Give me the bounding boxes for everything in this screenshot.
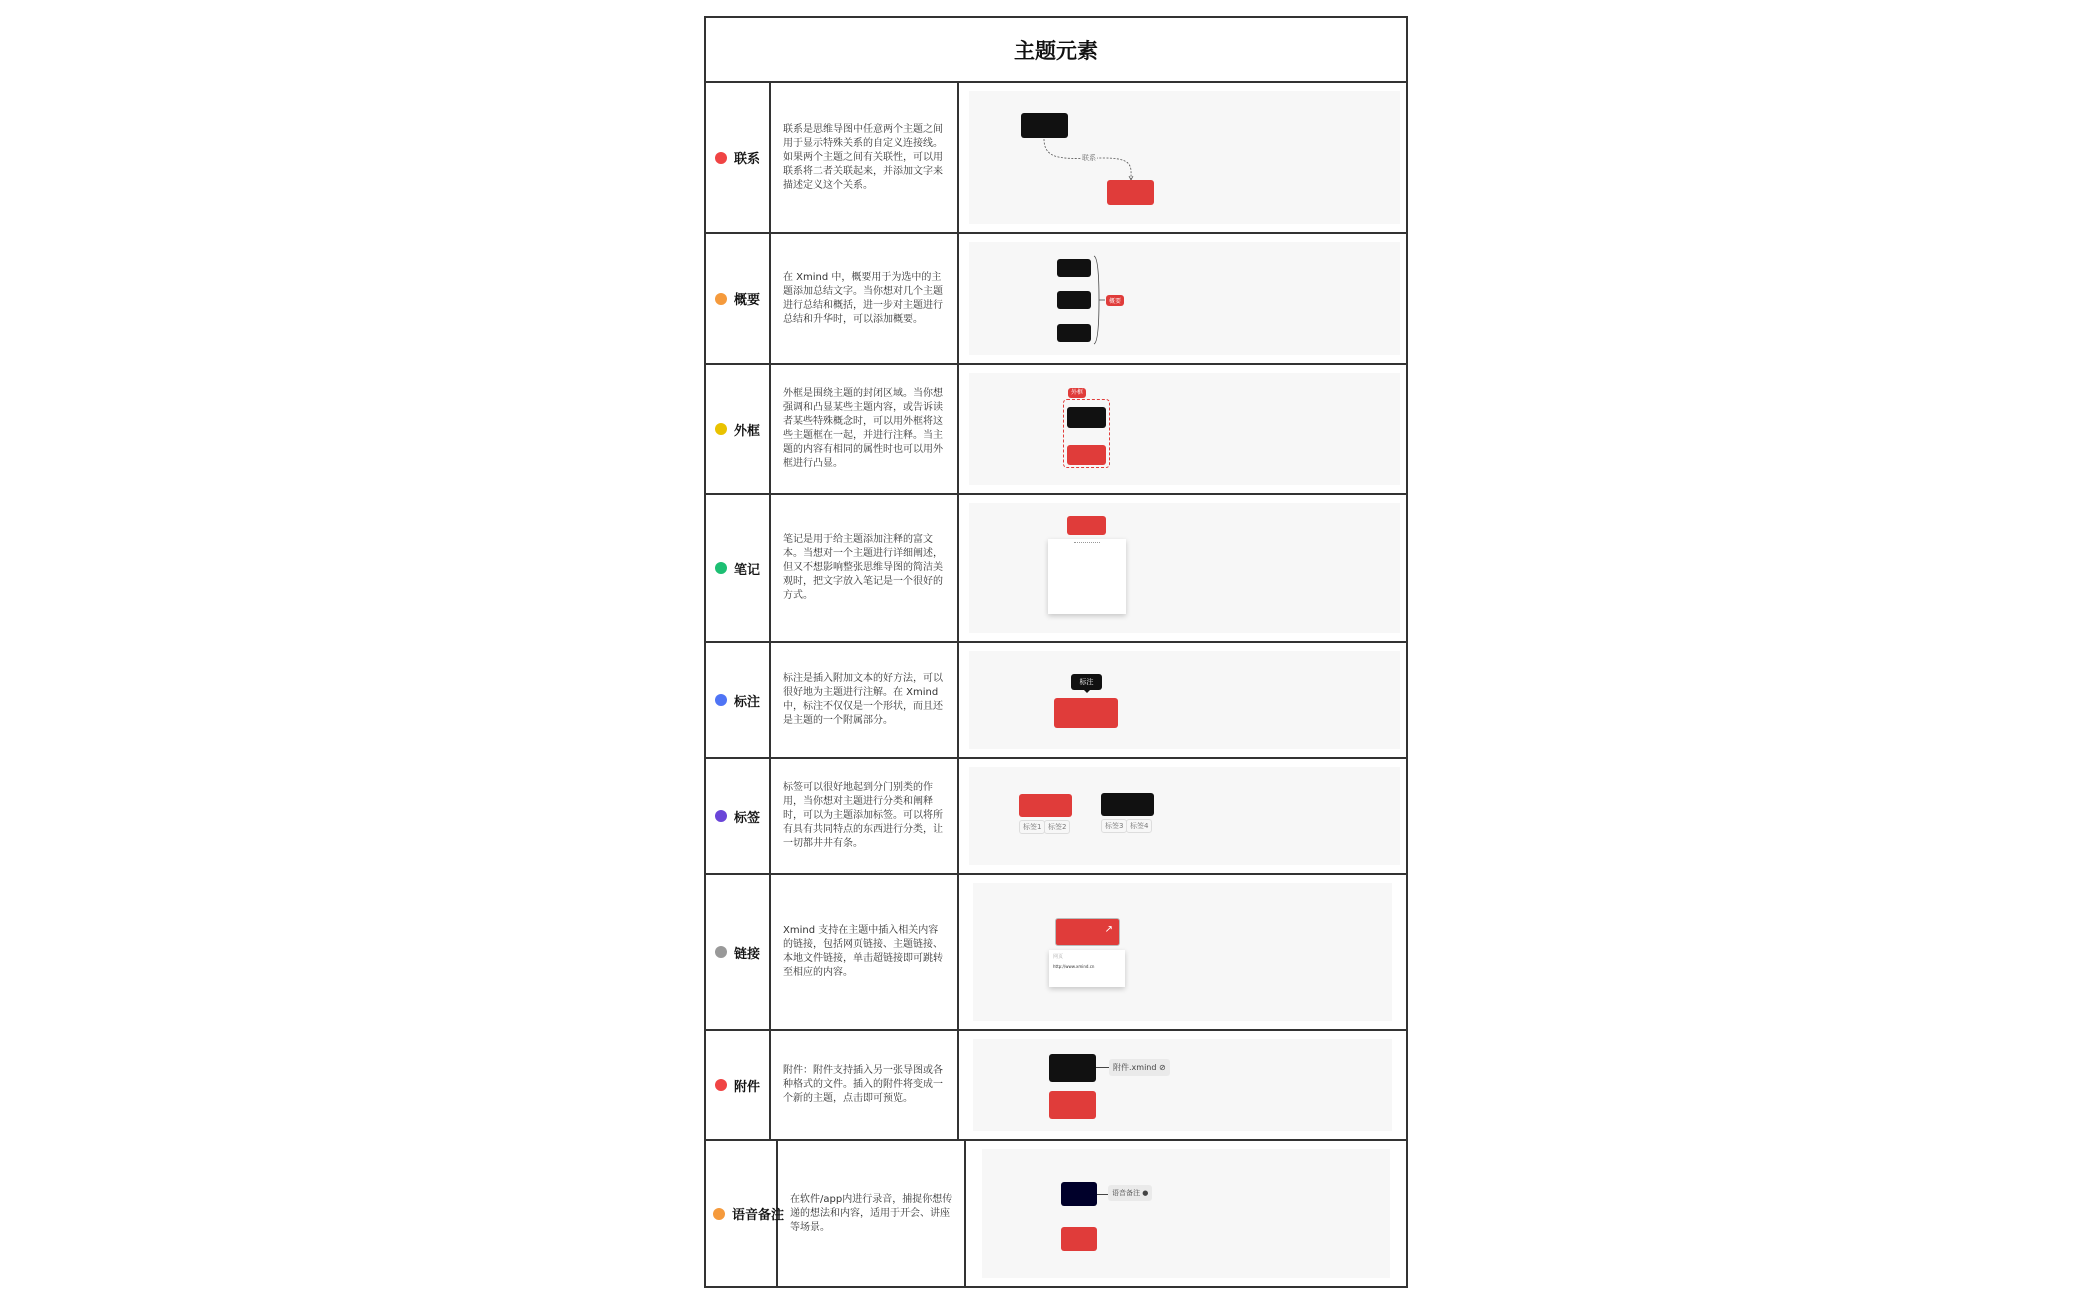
dot-icon xyxy=(715,694,727,706)
topic-box xyxy=(1067,445,1106,465)
table-row-notes xyxy=(706,495,1406,643)
external-link-icon[interactable]: ↗ xyxy=(1104,924,1113,935)
relationship-illustration xyxy=(959,83,1406,232)
row-description: Xmind 支持在主题中插入相关内容的链接，包括网页链接、主题链接、本地文件链接，单击超链接即可跳转至相应的内容。 xyxy=(783,925,943,978)
attachment-illustration xyxy=(959,1031,1406,1139)
row-label: 附件 xyxy=(733,1079,760,1095)
tag-chip: 标签4 xyxy=(1126,819,1152,833)
topic-elements-table xyxy=(704,16,1408,1288)
topic-box xyxy=(1049,1091,1096,1119)
row-description: 联系是思维导图中任意两个主题之间用于显示特殊关系的自定义连接线。如果两个主题之间有关联性，可以用联系将二者关联起来，并添加文字来描述定义这个关系。 xyxy=(783,123,943,191)
notes-illustration xyxy=(959,495,1406,641)
dot-icon xyxy=(715,423,727,435)
topic-box xyxy=(1061,1227,1097,1251)
note-toolbar xyxy=(1074,542,1100,545)
boundary-label: 外框 xyxy=(1068,388,1086,398)
paperclip-icon: ⊘ xyxy=(1159,1063,1166,1072)
tag-chip: 标签3 xyxy=(1101,819,1127,833)
row-label: 笔记 xyxy=(733,562,760,578)
table-row-callout xyxy=(706,643,1406,759)
topic-box xyxy=(1101,793,1154,816)
labels-illustration xyxy=(959,759,1406,873)
topic-box xyxy=(1067,516,1106,535)
row-label: 标注 xyxy=(733,694,760,710)
row-label: 联系 xyxy=(733,152,760,167)
audio-note-label: 语音备注 xyxy=(1112,1189,1140,1197)
row-description: 附件：附件支持插入另一张导图或各种格式的文件。插入的附件将变成一个新的主题，点击即可预览。 xyxy=(783,1065,943,1104)
summary-label: 概要 xyxy=(1106,295,1124,306)
table-row-summary xyxy=(706,234,1406,365)
row-description: 外框是围绕主题的封闭区域。当你想强调和凸显某些主题内容，或告诉读者某些特殊概念时，可以用外框将这些主题框在一起，并进行注释。当主题的内容有相同的属性时也可以用外框进行凸显。 xyxy=(783,388,943,469)
dot-icon xyxy=(715,1079,727,1091)
topic-box xyxy=(1055,918,1120,946)
dot-icon xyxy=(715,946,727,958)
attachment-chip[interactable] xyxy=(1109,1059,1170,1076)
relationship-label: 联系 xyxy=(1082,154,1096,162)
dot-icon xyxy=(715,562,727,574)
audio-note-chip[interactable] xyxy=(1108,1185,1152,1201)
row-description: 标注是插入附加文本的好方法，可以很好地为主题进行注解。在 Xmind 中，标注不仅仅是一个形状，而且还是主题的一个附属部分。 xyxy=(783,673,943,726)
dot-icon xyxy=(715,810,727,822)
topic-box xyxy=(1054,698,1118,728)
table-row-link xyxy=(706,875,1406,1031)
table-row-labels xyxy=(706,759,1406,875)
row-label: 概要 xyxy=(733,293,760,308)
topic-box xyxy=(1019,794,1072,817)
attachment-label: 附件.xmind xyxy=(1113,1063,1157,1072)
table-row-attachment xyxy=(706,1031,1406,1141)
row-description: 在软件/app内进行录音，捕捉你想传递的想法和内容，适用于开会、讲座等场景。 xyxy=(790,1193,953,1233)
row-description: 标签可以很好地起到分门别类的作用，当你想对主题进行分类和阐释时，可以为主题添加标签。可以将所有具有共同特点的东西进行分类，让一切都井井有条。 xyxy=(783,782,943,849)
boundary-illustration xyxy=(959,365,1406,493)
callout-illustration xyxy=(959,643,1406,757)
table-title: 主题元素 xyxy=(706,18,1406,83)
link-popup xyxy=(1049,950,1125,987)
dot-icon xyxy=(715,152,727,164)
summary-illustration xyxy=(959,234,1406,363)
row-description: 在 Xmind 中，概要用于为选中的主题添加总结文字。当你想对几个主题进行总结和概括，进一步对主题进行总结和升华时，可以添加概要。 xyxy=(783,271,943,325)
relationship-line xyxy=(959,83,1405,232)
callout-label: 标注 xyxy=(1071,674,1102,690)
link-popup-title: 网页 xyxy=(1053,954,1064,960)
table-row-audio-note xyxy=(706,1141,1406,1286)
dot-icon xyxy=(715,293,727,305)
dot-icon xyxy=(713,1208,725,1220)
row-label: 外框 xyxy=(733,423,760,439)
tag-chip: 标签1 xyxy=(1019,820,1045,834)
topic-box xyxy=(1049,1054,1096,1082)
row-label: 标签 xyxy=(733,810,760,826)
topic-box xyxy=(1107,180,1154,205)
table-row-relationship xyxy=(706,83,1406,234)
callout-pointer xyxy=(1084,690,1090,696)
topic-box xyxy=(1061,1182,1097,1206)
row-description: 笔记是用于给主题添加注释的富文本。当想对一个主题进行详细阐述，但又不想影响整张思维导图的简洁美观时，把文字放入笔记是一个很好的方式。 xyxy=(783,534,943,601)
link-illustration xyxy=(959,875,1406,1029)
link-popup-url[interactable]: http://www.xmind.cn xyxy=(1053,964,1095,969)
tag-chip: 标签2 xyxy=(1044,820,1070,834)
note-card xyxy=(1048,539,1126,614)
row-label: 语音备注 xyxy=(732,1208,785,1223)
audio-note-illustration xyxy=(966,1141,1406,1286)
microphone-icon: ● xyxy=(1142,1189,1149,1197)
table-row-boundary xyxy=(706,365,1406,495)
summary-bracket xyxy=(959,234,1405,363)
row-label: 链接 xyxy=(733,946,760,962)
topic-box xyxy=(1067,407,1106,428)
